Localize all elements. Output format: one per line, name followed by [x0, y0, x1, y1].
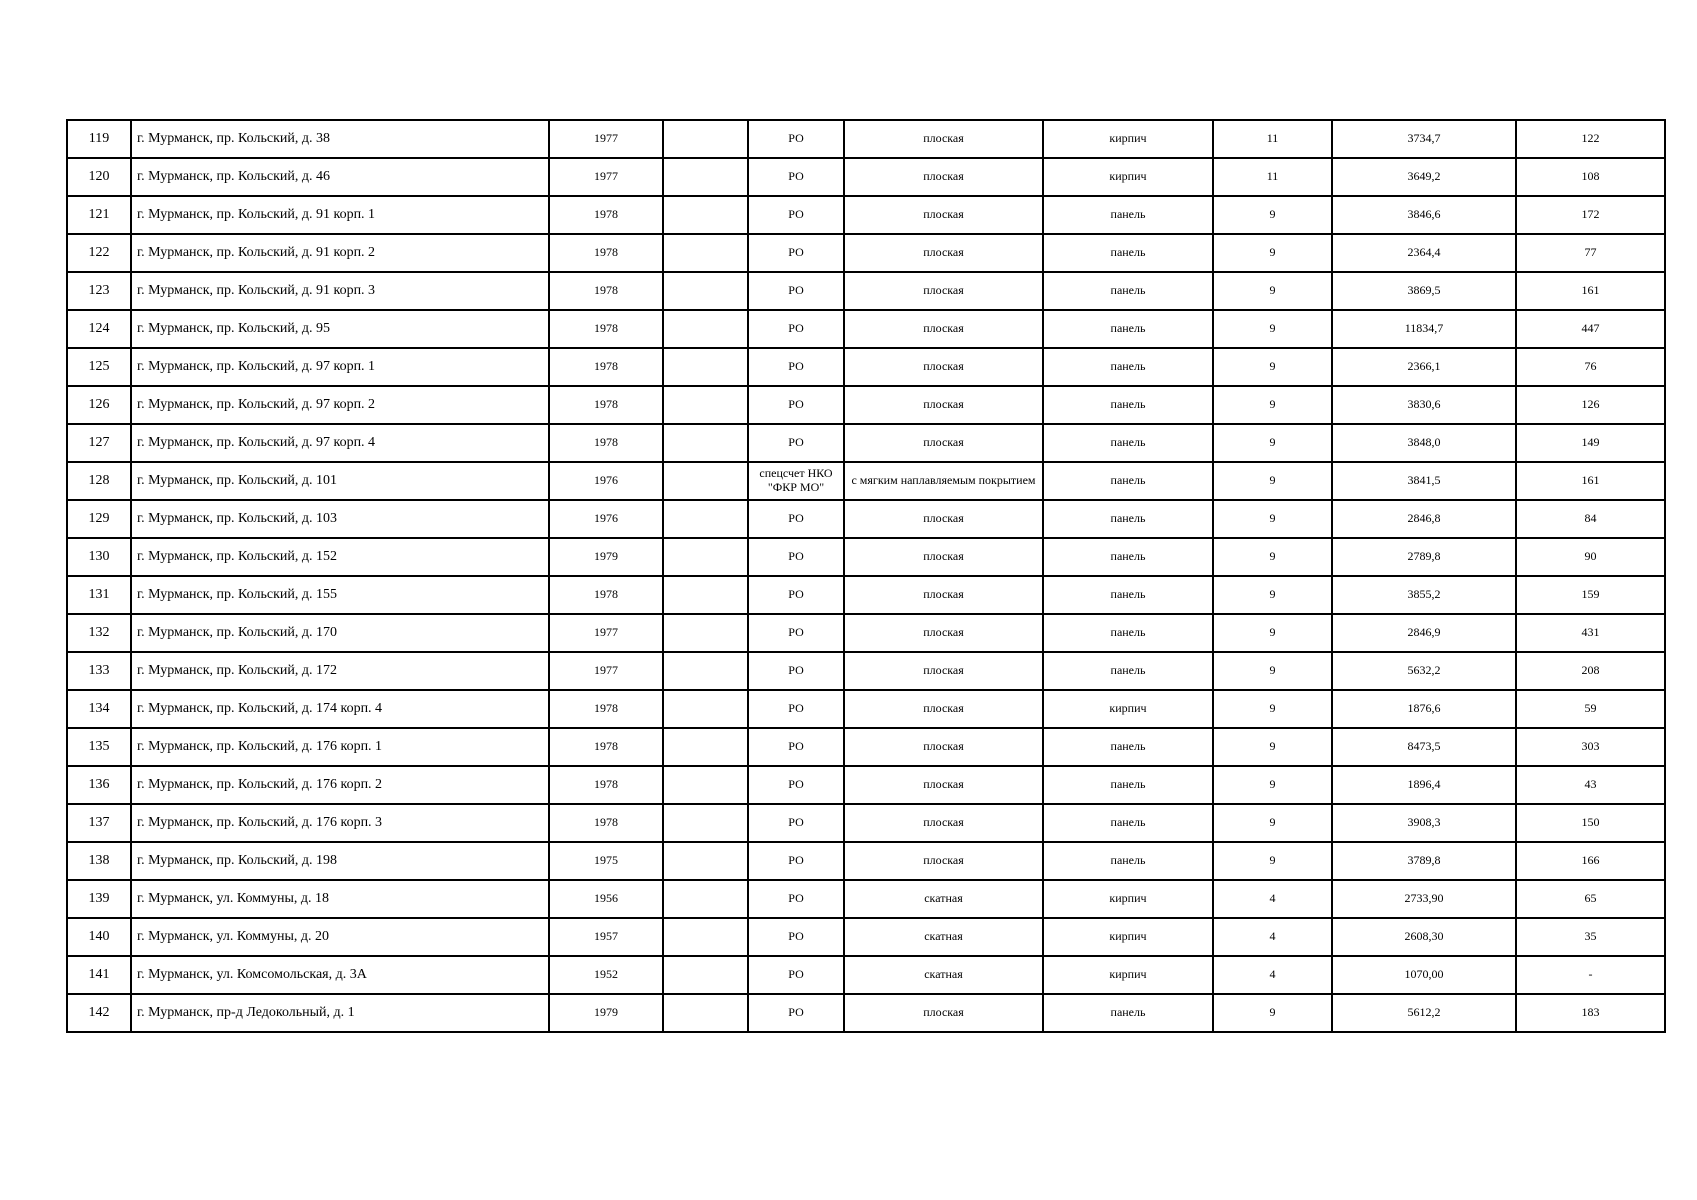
address-cell: г. Мурманск, пр. Кольский, д. 97 корп. 4: [131, 424, 549, 462]
roof-type-cell: плоская: [844, 614, 1043, 652]
table-row: [67, 994, 1665, 1032]
fund-method-cell: РО: [748, 956, 844, 994]
area-cell: 5632,2: [1332, 652, 1516, 690]
year-cell: 1978: [549, 386, 663, 424]
row-number-cell: 139: [67, 880, 131, 918]
floors-cell: 9: [1213, 424, 1332, 462]
address-cell: г. Мурманск, пр. Кольский, д. 176 корп. 3: [131, 804, 549, 842]
residents-cell: -: [1516, 956, 1665, 994]
row-number-cell: 140: [67, 918, 131, 956]
table-row: [67, 804, 1665, 842]
roof-type-cell: плоская: [844, 120, 1043, 158]
wall-material-cell: панель: [1043, 462, 1213, 500]
empty-cell: [663, 576, 748, 614]
fund-method-cell: РО: [748, 500, 844, 538]
residents-cell: 166: [1516, 842, 1665, 880]
year-cell: 1978: [549, 196, 663, 234]
year-cell: 1952: [549, 956, 663, 994]
fund-method-cell: РО: [748, 994, 844, 1032]
residents-cell: 303: [1516, 728, 1665, 766]
floors-cell: 9: [1213, 386, 1332, 424]
roof-type-cell: плоская: [844, 766, 1043, 804]
year-cell: 1978: [549, 766, 663, 804]
fund-method-cell: РО: [748, 538, 844, 576]
wall-material-cell: панель: [1043, 272, 1213, 310]
floors-cell: 9: [1213, 462, 1332, 500]
empty-cell: [663, 956, 748, 994]
area-cell: 2364,4: [1332, 234, 1516, 272]
residents-cell: 76: [1516, 348, 1665, 386]
address-cell: г. Мурманск, пр. Кольский, д. 170: [131, 614, 549, 652]
row-number-cell: 125: [67, 348, 131, 386]
residents-cell: 43: [1516, 766, 1665, 804]
empty-cell: [663, 918, 748, 956]
table-row: [67, 310, 1665, 348]
area-cell: 11834,7: [1332, 310, 1516, 348]
fund-method-cell: РО: [748, 120, 844, 158]
residents-cell: 122: [1516, 120, 1665, 158]
table-row: [67, 348, 1665, 386]
roof-type-cell: плоская: [844, 538, 1043, 576]
year-cell: 1975: [549, 842, 663, 880]
table-row: [67, 918, 1665, 956]
area-cell: 2366,1: [1332, 348, 1516, 386]
roof-type-cell: плоская: [844, 158, 1043, 196]
row-number-cell: 138: [67, 842, 131, 880]
row-number-cell: 126: [67, 386, 131, 424]
wall-material-cell: панель: [1043, 348, 1213, 386]
year-cell: 1978: [549, 272, 663, 310]
area-cell: 3908,3: [1332, 804, 1516, 842]
address-cell: г. Мурманск, пр. Кольский, д. 152: [131, 538, 549, 576]
wall-material-cell: панель: [1043, 500, 1213, 538]
fund-method-cell: РО: [748, 804, 844, 842]
address-cell: г. Мурманск, пр. Кольский, д. 38: [131, 120, 549, 158]
table-row: [67, 766, 1665, 804]
floors-cell: 9: [1213, 994, 1332, 1032]
year-cell: 1978: [549, 234, 663, 272]
year-cell: 1956: [549, 880, 663, 918]
empty-cell: [663, 272, 748, 310]
area-cell: 3855,2: [1332, 576, 1516, 614]
year-cell: 1977: [549, 158, 663, 196]
area-cell: 5612,2: [1332, 994, 1516, 1032]
fund-method-cell: РО: [748, 842, 844, 880]
residents-cell: 35: [1516, 918, 1665, 956]
year-cell: 1978: [549, 310, 663, 348]
row-number-cell: 128: [67, 462, 131, 500]
roof-type-cell: плоская: [844, 994, 1043, 1032]
row-number-cell: 133: [67, 652, 131, 690]
residents-cell: 208: [1516, 652, 1665, 690]
residents-cell: 149: [1516, 424, 1665, 462]
floors-cell: 9: [1213, 196, 1332, 234]
area-cell: 1876,6: [1332, 690, 1516, 728]
area-cell: 2608,30: [1332, 918, 1516, 956]
table-row: [67, 690, 1665, 728]
floors-cell: 4: [1213, 880, 1332, 918]
year-cell: 1979: [549, 994, 663, 1032]
table-row: [67, 234, 1665, 272]
table-row: [67, 386, 1665, 424]
area-cell: 2846,9: [1332, 614, 1516, 652]
roof-type-cell: плоская: [844, 652, 1043, 690]
address-cell: г. Мурманск, пр-д Ледокольный, д. 1: [131, 994, 549, 1032]
table-body: [67, 120, 1665, 1032]
area-cell: 1896,4: [1332, 766, 1516, 804]
floors-cell: 9: [1213, 538, 1332, 576]
roof-type-cell: плоская: [844, 348, 1043, 386]
fund-method-cell: спецсчет НКО "ФКР МО": [748, 462, 844, 500]
floors-cell: 9: [1213, 614, 1332, 652]
residents-cell: 447: [1516, 310, 1665, 348]
residents-cell: 65: [1516, 880, 1665, 918]
roof-type-cell: плоская: [844, 804, 1043, 842]
year-cell: 1978: [549, 424, 663, 462]
fund-method-cell: РО: [748, 880, 844, 918]
floors-cell: 9: [1213, 804, 1332, 842]
area-cell: 1070,00: [1332, 956, 1516, 994]
area-cell: 3649,2: [1332, 158, 1516, 196]
residents-cell: 172: [1516, 196, 1665, 234]
empty-cell: [663, 538, 748, 576]
residents-cell: 161: [1516, 272, 1665, 310]
wall-material-cell: панель: [1043, 234, 1213, 272]
empty-cell: [663, 310, 748, 348]
address-cell: г. Мурманск, пр. Кольский, д. 176 корп. 2: [131, 766, 549, 804]
floors-cell: 4: [1213, 956, 1332, 994]
residents-cell: 159: [1516, 576, 1665, 614]
address-cell: г. Мурманск, пр. Кольский, д. 97 корп. 2: [131, 386, 549, 424]
fund-method-cell: РО: [748, 690, 844, 728]
address-cell: г. Мурманск, пр. Кольский, д. 97 корп. 1: [131, 348, 549, 386]
wall-material-cell: панель: [1043, 310, 1213, 348]
empty-cell: [663, 804, 748, 842]
empty-cell: [663, 424, 748, 462]
floors-cell: 9: [1213, 576, 1332, 614]
empty-cell: [663, 386, 748, 424]
year-cell: 1978: [549, 804, 663, 842]
row-number-cell: 124: [67, 310, 131, 348]
wall-material-cell: кирпич: [1043, 880, 1213, 918]
fund-method-cell: РО: [748, 272, 844, 310]
address-cell: г. Мурманск, пр. Кольский, д. 103: [131, 500, 549, 538]
roof-type-cell: плоская: [844, 690, 1043, 728]
table-row: [67, 728, 1665, 766]
residents-cell: 150: [1516, 804, 1665, 842]
row-number-cell: 120: [67, 158, 131, 196]
year-cell: 1957: [549, 918, 663, 956]
roof-type-cell: скатная: [844, 918, 1043, 956]
row-number-cell: 130: [67, 538, 131, 576]
housing-table: [66, 119, 1666, 1033]
row-number-cell: 122: [67, 234, 131, 272]
table-row: [67, 462, 1665, 500]
row-number-cell: 119: [67, 120, 131, 158]
floors-cell: 9: [1213, 310, 1332, 348]
year-cell: 1976: [549, 500, 663, 538]
address-cell: г. Мурманск, пр. Кольский, д. 172: [131, 652, 549, 690]
area-cell: 3848,0: [1332, 424, 1516, 462]
roof-type-cell: плоская: [844, 272, 1043, 310]
roof-type-cell: плоская: [844, 842, 1043, 880]
residents-cell: 431: [1516, 614, 1665, 652]
row-number-cell: 127: [67, 424, 131, 462]
wall-material-cell: кирпич: [1043, 120, 1213, 158]
fund-method-cell: РО: [748, 196, 844, 234]
empty-cell: [663, 158, 748, 196]
area-cell: 3869,5: [1332, 272, 1516, 310]
table-row: [67, 842, 1665, 880]
fund-method-cell: РО: [748, 766, 844, 804]
empty-cell: [663, 994, 748, 1032]
area-cell: 8473,5: [1332, 728, 1516, 766]
wall-material-cell: панель: [1043, 728, 1213, 766]
table-row: [67, 158, 1665, 196]
floors-cell: 9: [1213, 500, 1332, 538]
empty-cell: [663, 690, 748, 728]
address-cell: г. Мурманск, пр. Кольский, д. 91 корп. 2: [131, 234, 549, 272]
roof-type-cell: плоская: [844, 424, 1043, 462]
row-number-cell: 136: [67, 766, 131, 804]
floors-cell: 11: [1213, 120, 1332, 158]
fund-method-cell: РО: [748, 614, 844, 652]
empty-cell: [663, 500, 748, 538]
year-cell: 1977: [549, 120, 663, 158]
fund-method-cell: РО: [748, 652, 844, 690]
address-cell: г. Мурманск, ул. Комсомольская, д. 3А: [131, 956, 549, 994]
empty-cell: [663, 728, 748, 766]
roof-type-cell: плоская: [844, 234, 1043, 272]
empty-cell: [663, 614, 748, 652]
address-cell: г. Мурманск, пр. Кольский, д. 91 корп. 1: [131, 196, 549, 234]
address-cell: г. Мурманск, ул. Коммуны, д. 18: [131, 880, 549, 918]
year-cell: 1977: [549, 652, 663, 690]
address-cell: г. Мурманск, пр. Кольский, д. 174 корп. 4: [131, 690, 549, 728]
fund-method-cell: РО: [748, 234, 844, 272]
floors-cell: 11: [1213, 158, 1332, 196]
year-cell: 1978: [549, 690, 663, 728]
empty-cell: [663, 880, 748, 918]
residents-cell: 126: [1516, 386, 1665, 424]
floors-cell: 9: [1213, 728, 1332, 766]
area-cell: 2733,90: [1332, 880, 1516, 918]
table-row: [67, 956, 1665, 994]
row-number-cell: 131: [67, 576, 131, 614]
empty-cell: [663, 652, 748, 690]
year-cell: 1978: [549, 348, 663, 386]
address-cell: г. Мурманск, пр. Кольский, д. 176 корп. 1: [131, 728, 549, 766]
area-cell: 3789,8: [1332, 842, 1516, 880]
empty-cell: [663, 196, 748, 234]
row-number-cell: 134: [67, 690, 131, 728]
year-cell: 1978: [549, 576, 663, 614]
empty-cell: [663, 120, 748, 158]
row-number-cell: 123: [67, 272, 131, 310]
residents-cell: 183: [1516, 994, 1665, 1032]
fund-method-cell: РО: [748, 728, 844, 766]
wall-material-cell: панель: [1043, 842, 1213, 880]
floors-cell: 9: [1213, 234, 1332, 272]
address-cell: г. Мурманск, пр. Кольский, д. 46: [131, 158, 549, 196]
floors-cell: 9: [1213, 272, 1332, 310]
table-row: [67, 500, 1665, 538]
residents-cell: 59: [1516, 690, 1665, 728]
floors-cell: 9: [1213, 766, 1332, 804]
year-cell: 1977: [549, 614, 663, 652]
area-cell: 3734,7: [1332, 120, 1516, 158]
roof-type-cell: скатная: [844, 956, 1043, 994]
fund-method-cell: РО: [748, 386, 844, 424]
residents-cell: 108: [1516, 158, 1665, 196]
row-number-cell: 132: [67, 614, 131, 652]
residents-cell: 90: [1516, 538, 1665, 576]
residents-cell: 77: [1516, 234, 1665, 272]
wall-material-cell: панель: [1043, 766, 1213, 804]
roof-type-cell: плоская: [844, 386, 1043, 424]
address-cell: г. Мурманск, пр. Кольский, д. 198: [131, 842, 549, 880]
floors-cell: 9: [1213, 690, 1332, 728]
table-row: [67, 272, 1665, 310]
address-cell: г. Мурманск, пр. Кольский, д. 101: [131, 462, 549, 500]
residents-cell: 84: [1516, 500, 1665, 538]
wall-material-cell: панель: [1043, 576, 1213, 614]
roof-type-cell: плоская: [844, 576, 1043, 614]
roof-type-cell: скатная: [844, 880, 1043, 918]
area-cell: 3830,6: [1332, 386, 1516, 424]
row-number-cell: 137: [67, 804, 131, 842]
table-row: [67, 196, 1665, 234]
floors-cell: 9: [1213, 842, 1332, 880]
roof-type-cell: плоская: [844, 310, 1043, 348]
fund-method-cell: РО: [748, 576, 844, 614]
empty-cell: [663, 462, 748, 500]
wall-material-cell: кирпич: [1043, 956, 1213, 994]
row-number-cell: 135: [67, 728, 131, 766]
wall-material-cell: панель: [1043, 196, 1213, 234]
empty-cell: [663, 766, 748, 804]
area-cell: 3841,5: [1332, 462, 1516, 500]
table-row: [67, 576, 1665, 614]
wall-material-cell: панель: [1043, 538, 1213, 576]
address-cell: г. Мурманск, пр. Кольский, д. 155: [131, 576, 549, 614]
wall-material-cell: кирпич: [1043, 918, 1213, 956]
wall-material-cell: кирпич: [1043, 690, 1213, 728]
row-number-cell: 129: [67, 500, 131, 538]
wall-material-cell: панель: [1043, 614, 1213, 652]
year-cell: 1978: [549, 728, 663, 766]
year-cell: 1976: [549, 462, 663, 500]
roof-type-cell: плоская: [844, 500, 1043, 538]
floors-cell: 9: [1213, 348, 1332, 386]
empty-cell: [663, 234, 748, 272]
fund-method-cell: РО: [748, 310, 844, 348]
area-cell: 3846,6: [1332, 196, 1516, 234]
floors-cell: 9: [1213, 652, 1332, 690]
wall-material-cell: панель: [1043, 652, 1213, 690]
table-row: [67, 424, 1665, 462]
address-cell: г. Мурманск, пр. Кольский, д. 91 корп. 3: [131, 272, 549, 310]
row-number-cell: 141: [67, 956, 131, 994]
row-number-cell: 121: [67, 196, 131, 234]
address-cell: г. Мурманск, пр. Кольский, д. 95: [131, 310, 549, 348]
address-cell: г. Мурманск, ул. Коммуны, д. 20: [131, 918, 549, 956]
fund-method-cell: РО: [748, 918, 844, 956]
fund-method-cell: РО: [748, 348, 844, 386]
table-row: [67, 652, 1665, 690]
fund-method-cell: РО: [748, 158, 844, 196]
fund-method-cell: РО: [748, 424, 844, 462]
area-cell: 2789,8: [1332, 538, 1516, 576]
roof-type-cell: с мягким наплавляемым покрытием: [844, 462, 1043, 500]
empty-cell: [663, 842, 748, 880]
row-number-cell: 142: [67, 994, 131, 1032]
table-row: [67, 880, 1665, 918]
wall-material-cell: кирпич: [1043, 158, 1213, 196]
wall-material-cell: панель: [1043, 386, 1213, 424]
table-row: [67, 120, 1665, 158]
year-cell: 1979: [549, 538, 663, 576]
table-row: [67, 538, 1665, 576]
table-row: [67, 614, 1665, 652]
wall-material-cell: панель: [1043, 994, 1213, 1032]
wall-material-cell: панель: [1043, 804, 1213, 842]
floors-cell: 4: [1213, 918, 1332, 956]
area-cell: 2846,8: [1332, 500, 1516, 538]
residents-cell: 161: [1516, 462, 1665, 500]
roof-type-cell: плоская: [844, 196, 1043, 234]
wall-material-cell: панель: [1043, 424, 1213, 462]
roof-type-cell: плоская: [844, 728, 1043, 766]
empty-cell: [663, 348, 748, 386]
